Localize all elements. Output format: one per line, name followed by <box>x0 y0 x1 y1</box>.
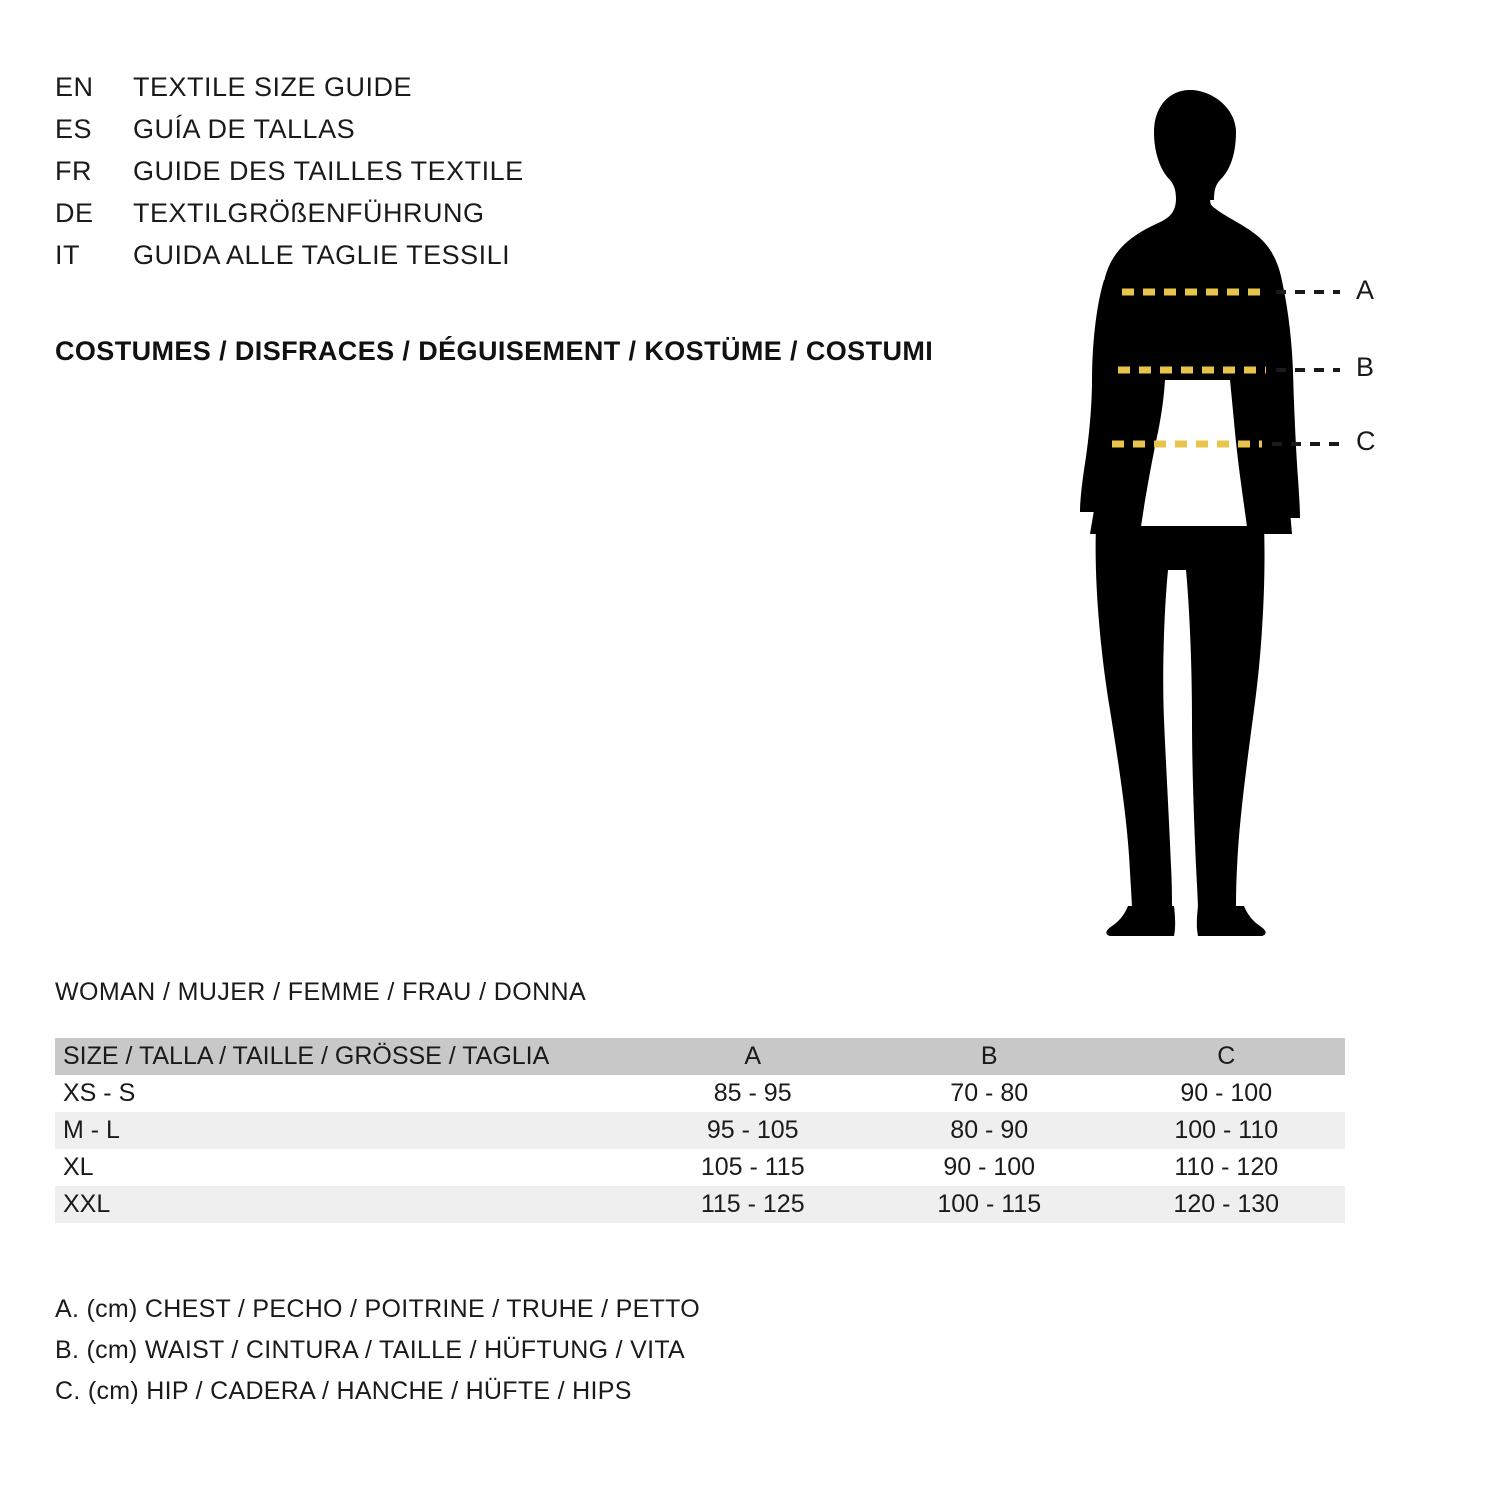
table-header <box>55 1038 1345 1075</box>
legend-line-c: C. (cm) HIP / CADERA / HANCHE / HÜFTE / HIPS <box>55 1377 632 1405</box>
column-header-a: A <box>744 1042 762 1070</box>
cell-chest: 115 - 125 <box>700 1190 805 1218</box>
language-row <box>55 240 1015 282</box>
cell-hip: 100 - 110 <box>1174 1116 1279 1144</box>
column-header-c: C <box>1217 1042 1236 1070</box>
language-row <box>55 72 1015 114</box>
language-text: TEXTILE SIZE GUIDE <box>133 72 413 102</box>
legend-line-a: A. (cm) CHEST / PECHO / POITRINE / TRUHE / PETTO <box>55 1295 701 1323</box>
table-row <box>55 1186 1345 1223</box>
language-code: ES <box>55 114 93 144</box>
language-code: FR <box>55 156 92 186</box>
cell-waist: 70 - 80 <box>950 1079 1029 1107</box>
language-text: GUIDE DES TAILLES TEXTILE <box>133 156 524 186</box>
cell-waist: 100 - 115 <box>937 1190 1042 1218</box>
language-code: IT <box>55 240 80 270</box>
language-code: EN <box>55 72 94 102</box>
column-header-b: B <box>980 1042 998 1070</box>
table-header-row <box>55 1038 1345 1075</box>
measurement-legend <box>55 1295 700 1418</box>
cell-chest: 105 - 115 <box>700 1153 805 1181</box>
table-row <box>55 1149 1345 1186</box>
measure-label-b: B <box>1356 352 1375 382</box>
column-header-size: SIZE / TALLA / TAILLE / GRÖSSE / TAGLIA <box>63 1042 550 1070</box>
cell-chest: 85 - 95 <box>713 1079 792 1107</box>
table-row <box>55 1075 1345 1112</box>
costumes-subtitle: COSTUMES / DISFRACES / DÉGUISEMENT / KOSTÜME / COSTUMI <box>55 336 934 366</box>
cell-hip: 120 - 130 <box>1173 1190 1280 1218</box>
woman-silhouette-icon <box>1040 60 1460 940</box>
cell-size: XS - S <box>63 1079 136 1107</box>
size-table <box>55 1038 1345 1223</box>
language-row <box>55 156 1015 198</box>
cell-size: XL <box>63 1153 94 1181</box>
measure-label-c: C <box>1356 426 1376 456</box>
cell-hip: 110 - 120 <box>1174 1153 1279 1181</box>
measure-label-a: A <box>1356 275 1375 305</box>
cell-waist: 80 - 90 <box>950 1116 1029 1144</box>
cell-hip: 90 - 100 <box>1180 1079 1273 1107</box>
language-text: GUÍA DE TALLAS <box>133 114 356 144</box>
cell-waist: 90 - 100 <box>943 1153 1036 1181</box>
language-text: GUIDA ALLE TAGLIE TESSILI <box>133 240 511 270</box>
language-text: TEXTILGRÖßENFÜHRUNG <box>133 198 485 228</box>
language-row <box>55 198 1015 240</box>
language-row <box>55 114 1015 156</box>
figure-diagram <box>1040 60 1460 940</box>
cell-chest: 95 - 105 <box>706 1116 799 1144</box>
language-header-block <box>55 72 1015 282</box>
language-code: DE <box>55 198 94 228</box>
table-row <box>55 1112 1345 1149</box>
cell-size: XXL <box>63 1190 111 1218</box>
table-body <box>55 1075 1345 1223</box>
table-title: WOMAN / MUJER / FEMME / FRAU / DONNA <box>55 978 587 1006</box>
legend-line-b: B. (cm) WAIST / CINTURA / TAILLE / HÜFTUNG / VITA <box>55 1336 686 1364</box>
cell-size: M - L <box>63 1116 120 1144</box>
